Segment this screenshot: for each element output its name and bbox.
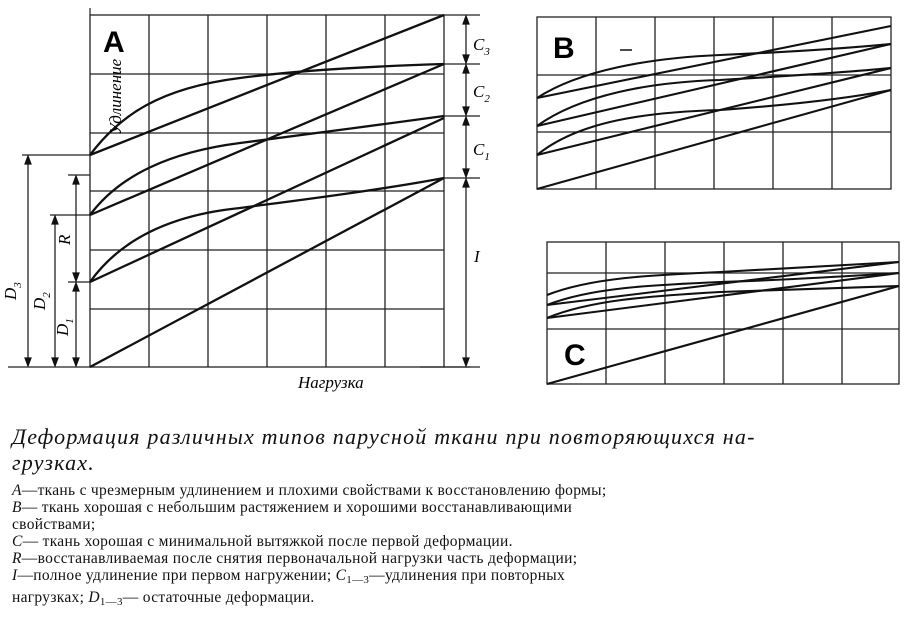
dim-d2-label: $D_2$ [30, 292, 53, 310]
dim-i-label: I [474, 247, 480, 266]
legend-text-d13: — остаточные деформации. [122, 589, 315, 606]
legend-line-a [12, 482, 897, 499]
caption-title [12, 424, 897, 476]
x-axis-label: Нагрузка [298, 373, 364, 392]
legend-text-a: —ткань с чрезмерным удлинением и плохими свойствами к восстановлению формы; [21, 482, 607, 499]
legend-key-i: I [12, 567, 18, 584]
legend-text-loads: нагрузках; [12, 589, 85, 606]
legend-line-c [12, 533, 897, 550]
legend-line-r [12, 550, 897, 567]
dim-c1-label: $C_1$ [473, 140, 490, 163]
legend-text-b: — ткань хорошая с небольшим растяжением и хорошими восстанавливающими [21, 499, 573, 516]
legend-key-a: A [12, 482, 22, 499]
dim-c2-label: $C_2$ [473, 82, 490, 105]
y-axis-label: Удлинение [106, 58, 125, 135]
panel-c-unload-line-1 [547, 273, 899, 318]
legend-text-i: —полное удлинение при первом нагружении; [17, 567, 332, 584]
legend-key-b: B [12, 499, 22, 516]
legend-key-d13: D [88, 589, 100, 606]
panel-c-unload-line-2 [547, 262, 899, 305]
panel-a-right-guides [444, 15, 480, 367]
caption-title-line-2: грузках. [12, 450, 95, 475]
panel-c-grid [547, 242, 899, 384]
panel-c-curves [547, 262, 899, 384]
legend-text-c13: —удлинения при повторных [369, 567, 566, 584]
caption-title-line-1: Деформация различных типов парусной ткани при повторяющихся на- [12, 424, 756, 449]
panel-b [537, 17, 891, 189]
legend-text-b-cont: свойствами; [12, 516, 96, 533]
panel-a-left-guides [8, 155, 470, 367]
panel-a-grid [90, 15, 444, 367]
legend-key-c13: C [335, 567, 347, 584]
panel-a-label: A [103, 26, 125, 59]
legend-key-d13-sub: 1—3 [99, 596, 123, 608]
panel-c-label: C [564, 339, 586, 372]
dim-d3-label: $D_3$ [1, 282, 24, 300]
legend-key-c: C [12, 533, 23, 550]
panel-b-grid [537, 17, 891, 189]
figure-caption [12, 424, 897, 611]
panel-c-load-curve-3 [547, 262, 899, 295]
legend-text-r: —восстанавливаемая после снятия первоначальной нагрузки часть деформации; [21, 550, 578, 567]
panel-c [547, 242, 899, 384]
legend-text-c: — ткань хорошая с минимальной вытяжкой после первой деформации. [22, 533, 513, 550]
panel-c-initial-line [547, 286, 899, 384]
panel-a [1, 8, 490, 392]
legend-line-b-cont [12, 516, 897, 533]
legend-line-i [12, 567, 897, 589]
legend-key-r: R [12, 550, 22, 567]
legend-line-d [12, 589, 897, 611]
panel-b-label: B [553, 32, 575, 65]
legend-key-c13-sub: 1—3 [346, 574, 370, 586]
dim-c3-label: $C_3$ [473, 35, 490, 58]
legend-line-b [12, 499, 897, 516]
panel-a-dimension-arrows-right [463, 16, 469, 366]
dim-d1-label: $D_1$ [53, 318, 76, 336]
dim-r-label: R [55, 234, 74, 245]
